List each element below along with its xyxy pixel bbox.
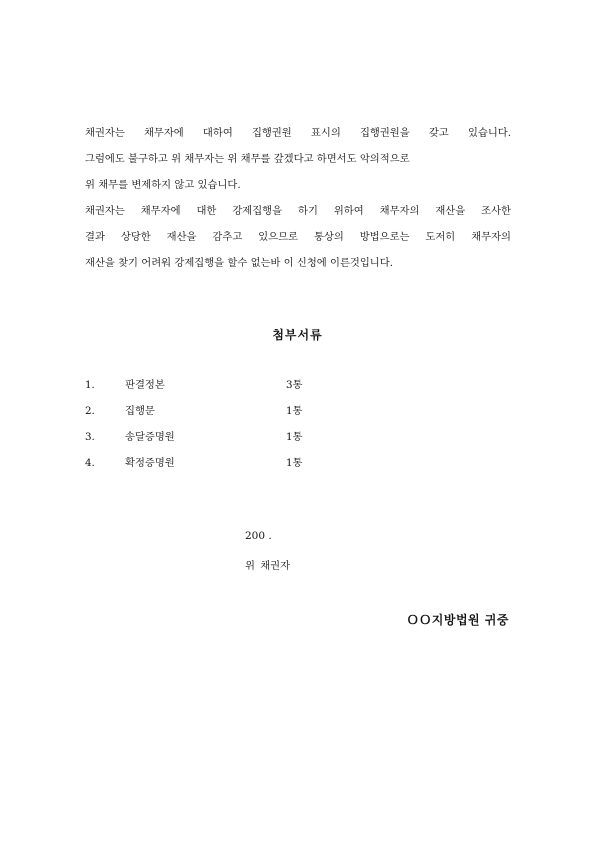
attachment-name: 판결정본 <box>125 379 165 391</box>
signer-label: 위 채권자 <box>245 560 291 572</box>
attachment-item <box>85 375 385 401</box>
attachment-number: 1. <box>85 379 95 391</box>
body-line: 그럼에도 불구하고 위 채무자는 위 채무를 갚겠다고 하면서도 악의적으로 <box>85 153 410 165</box>
attachment-name: 집행문 <box>125 405 155 417</box>
attachment-name: 확정증명원 <box>125 457 175 469</box>
body-line: 위 채무를 변제하지 않고 있습니다. <box>85 179 241 191</box>
attachment-count: 1통 <box>286 457 303 469</box>
attachment-number: 4. <box>85 457 95 469</box>
attachment-number: 3. <box>85 431 95 443</box>
attachments-title: 첨부서류 <box>272 328 323 342</box>
body-line: 결과 상당한 재산을 감추고 있으므로 통상의 방법으로는 도저히 채무자의 <box>85 231 511 243</box>
attachment-count: 1통 <box>286 431 303 443</box>
attachment-name: 송달증명원 <box>125 431 175 443</box>
body-line: 채권자는 채무자에 대한 강제집행을 하기 위하여 채무자의 재산을 조사한 <box>85 205 511 217</box>
attachment-count: 3통 <box>286 379 303 391</box>
attachment-item <box>85 427 385 453</box>
court-addressee: ＯＯ지방법원 귀중 <box>406 613 509 627</box>
body-paragraphs <box>85 120 511 276</box>
attachment-item <box>85 453 385 479</box>
filing-date: 200 . <box>245 530 272 542</box>
attachment-number: 2. <box>85 405 95 417</box>
body-line: 재산을 찾기 어려워 강제집행을 할수 없는바 이 신청에 이른것입니다. <box>85 257 393 269</box>
attachments-list <box>85 375 385 479</box>
attachment-item <box>85 401 385 427</box>
body-line: 채권자는 채무자에 대하여 집행권원 표시의 집행권원을 갖고 있습니다. <box>85 127 511 139</box>
attachment-count: 1통 <box>286 405 303 417</box>
